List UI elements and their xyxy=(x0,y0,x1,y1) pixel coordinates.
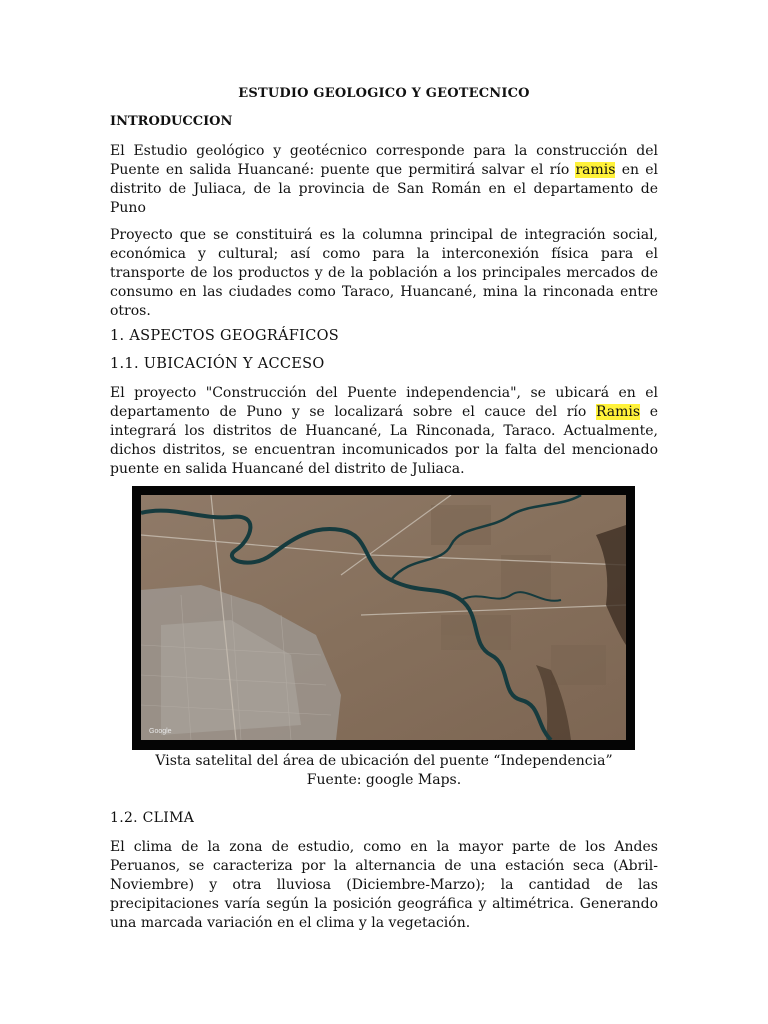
intro-heading: INTRODUCCION xyxy=(110,114,233,129)
highlight-ramis: ramis xyxy=(575,162,616,178)
intro-paragraph-1 xyxy=(110,142,658,218)
figure-caption-line-2: Fuente: google Maps. xyxy=(306,772,462,788)
section-heading-geograficos: 1. ASPECTOS GEOGRÁFICOS xyxy=(110,328,340,344)
satellite-map-image xyxy=(141,495,626,740)
document-title: ESTUDIO GEOLOGICO Y GEOTECNICO xyxy=(238,86,530,101)
intro-paragraph-2: Proyecto que se constituirá es la columna principal de integración social, económica y cultural; así como para la interconexión física para el transporte de los productos y de la población a los principales mercados de consumo en las ciudades como Taraco, Huancané, mina la rinconada entre otros. xyxy=(110,227,658,319)
intro-p1-text-a: El Estudio geológico y geotécnico corresponde para la construcción del Puente en salida Huancané: puente que permitirá salvar el río xyxy=(110,143,658,178)
figure-caption-line-1: Vista satelital del área de ubicación del puente “Independencia” xyxy=(155,753,613,769)
google-watermark: Google xyxy=(149,728,172,735)
ubicacion-paragraph xyxy=(110,384,658,479)
clima-paragraph: El clima de la zona de estudio, como en la mayor parte de los Andes Peruanos, se caracteriza por la alternancia de una estación seca (Abril-Noviembre) y otra lluviosa (Diciembre-Marzo); la cantidad de las precipitaciones varía según la posición geográfica y altimétrica. Generando una marcada variación en el clima y la vegetación. xyxy=(110,839,658,931)
section-heading-clima: 1.2. CLIMA xyxy=(110,810,195,826)
intro-p1-text-b: en el distrito de Juliaca, de la provincia de San Román en el departamento de Puno xyxy=(110,162,658,216)
satellite-image-frame xyxy=(132,486,635,750)
section-heading-ubicacion: 1.1. UBICACIÓN Y ACCESO xyxy=(110,356,325,372)
ubicacion-text-b: e integrará los distritos de Huancané, La Rinconada, Taraco. Actualmente, dichos distritos, se encuentran incomunicados por la falta del mencionado puente en salida Huancané del distrito de Juliaca. xyxy=(110,404,658,477)
ubicacion-text-a: El proyecto "Construcción del Puente independencia", se ubicará en el departamento de Puno y se localizará sobre el cauce del río xyxy=(110,385,658,420)
highlight-ramis-2: Ramis xyxy=(595,404,641,420)
